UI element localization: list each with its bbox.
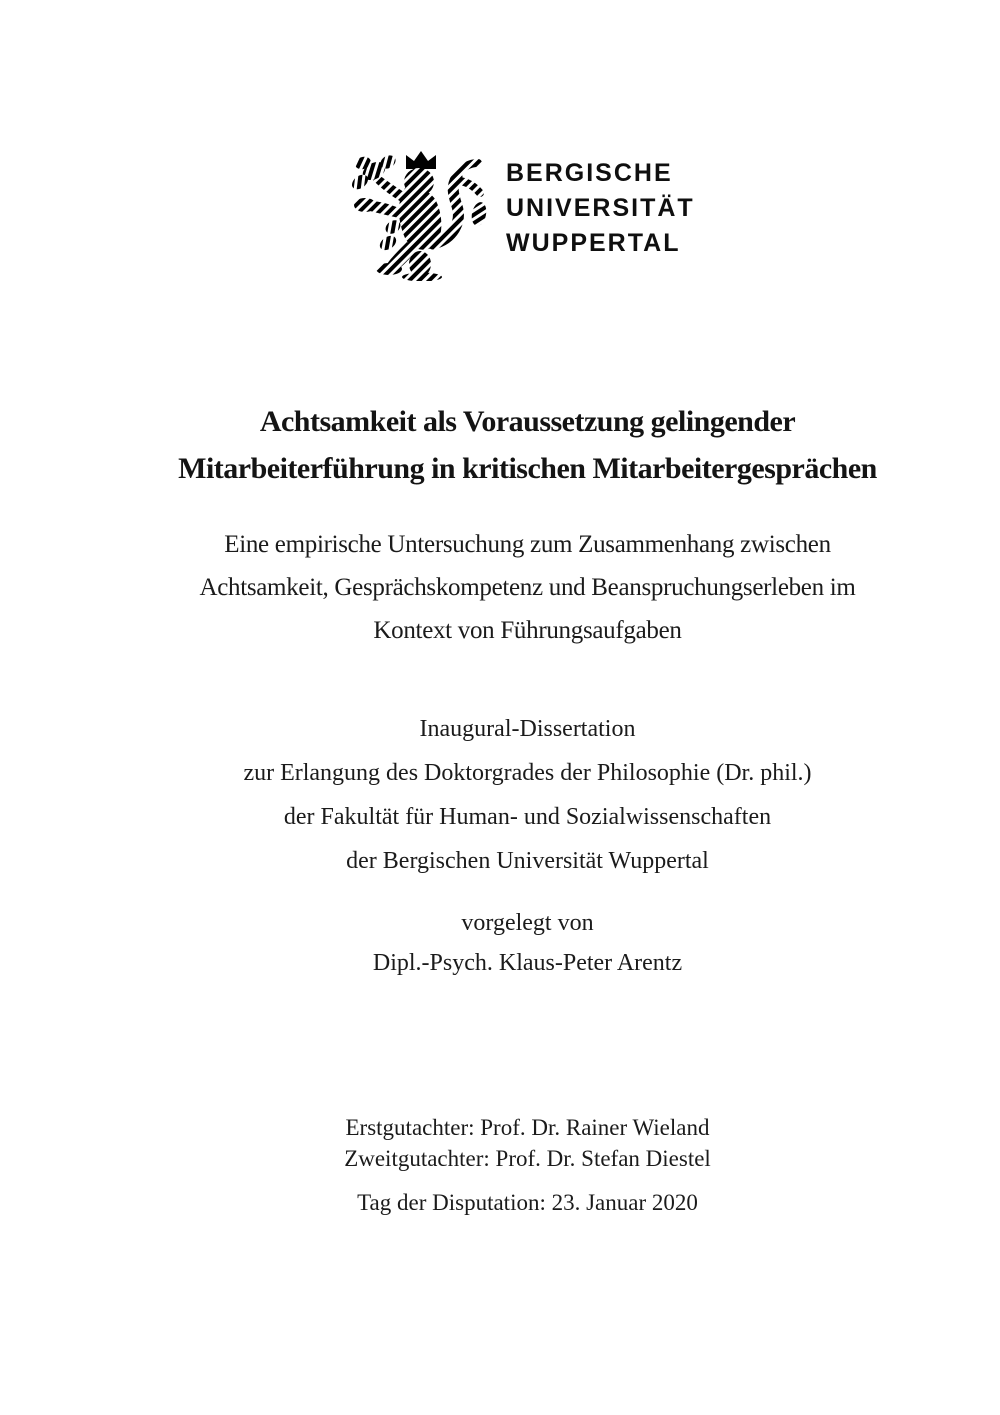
- thesis-subtitle: [55, 523, 1000, 652]
- dissertation-statement-line-4: der Bergischen Universität Wuppertal: [346, 848, 709, 874]
- thesis-title: [55, 398, 1000, 492]
- submitted-by-label: vorgelegt von: [461, 910, 594, 936]
- university-wordmark: [506, 156, 695, 261]
- lion-emblem-icon: [349, 150, 490, 281]
- thesis-title-line-1: Achtsamkeit als Voraussetzung gelingender: [259, 405, 796, 438]
- author-section: [55, 903, 1000, 983]
- thesis-subtitle-line-1: Eine empirische Untersuchung zum Zusammenhang zwischen: [224, 531, 831, 558]
- dissertation-statement-line-3: der Fakultät für Human- und Sozialwissenschaften: [283, 804, 772, 830]
- dissertation-statement-line-2: zur Erlangung des Doktorgrades der Philosophie (Dr. phil.): [243, 760, 812, 786]
- referee-section: [55, 1112, 1000, 1174]
- defense-date-section: [55, 1191, 1000, 1215]
- university-wordmark-line-1: BERGISCHE: [506, 159, 673, 187]
- thesis-title-line-2: Mitarbeiterführung in kritischen Mitarbeitergesprächen: [178, 452, 877, 485]
- university-wordmark-line-3: WUPPERTAL: [506, 229, 681, 257]
- university-logo: [349, 150, 695, 281]
- university-wordmark-line-2: UNIVERSITÄT: [506, 194, 695, 222]
- thesis-subtitle-line-2: Achtsamkeit, Gesprächskompetenz und Beanspruchungserleben im: [199, 574, 856, 601]
- thesis-subtitle-line-3: Kontext von Führungsaufgaben: [373, 617, 682, 644]
- author-name: Dipl.-Psych. Klaus-Peter Arentz: [372, 950, 683, 976]
- second-referee: Zweitgutachter: Prof. Dr. Stefan Diestel: [344, 1146, 711, 1171]
- first-referee: Erstgutachter: Prof. Dr. Rainer Wieland: [345, 1115, 710, 1140]
- dissertation-statement: [55, 707, 1000, 883]
- defense-date: Tag der Disputation: 23. Januar 2020: [357, 1190, 698, 1215]
- dissertation-statement-line-1: Inaugural-Dissertation: [419, 716, 636, 742]
